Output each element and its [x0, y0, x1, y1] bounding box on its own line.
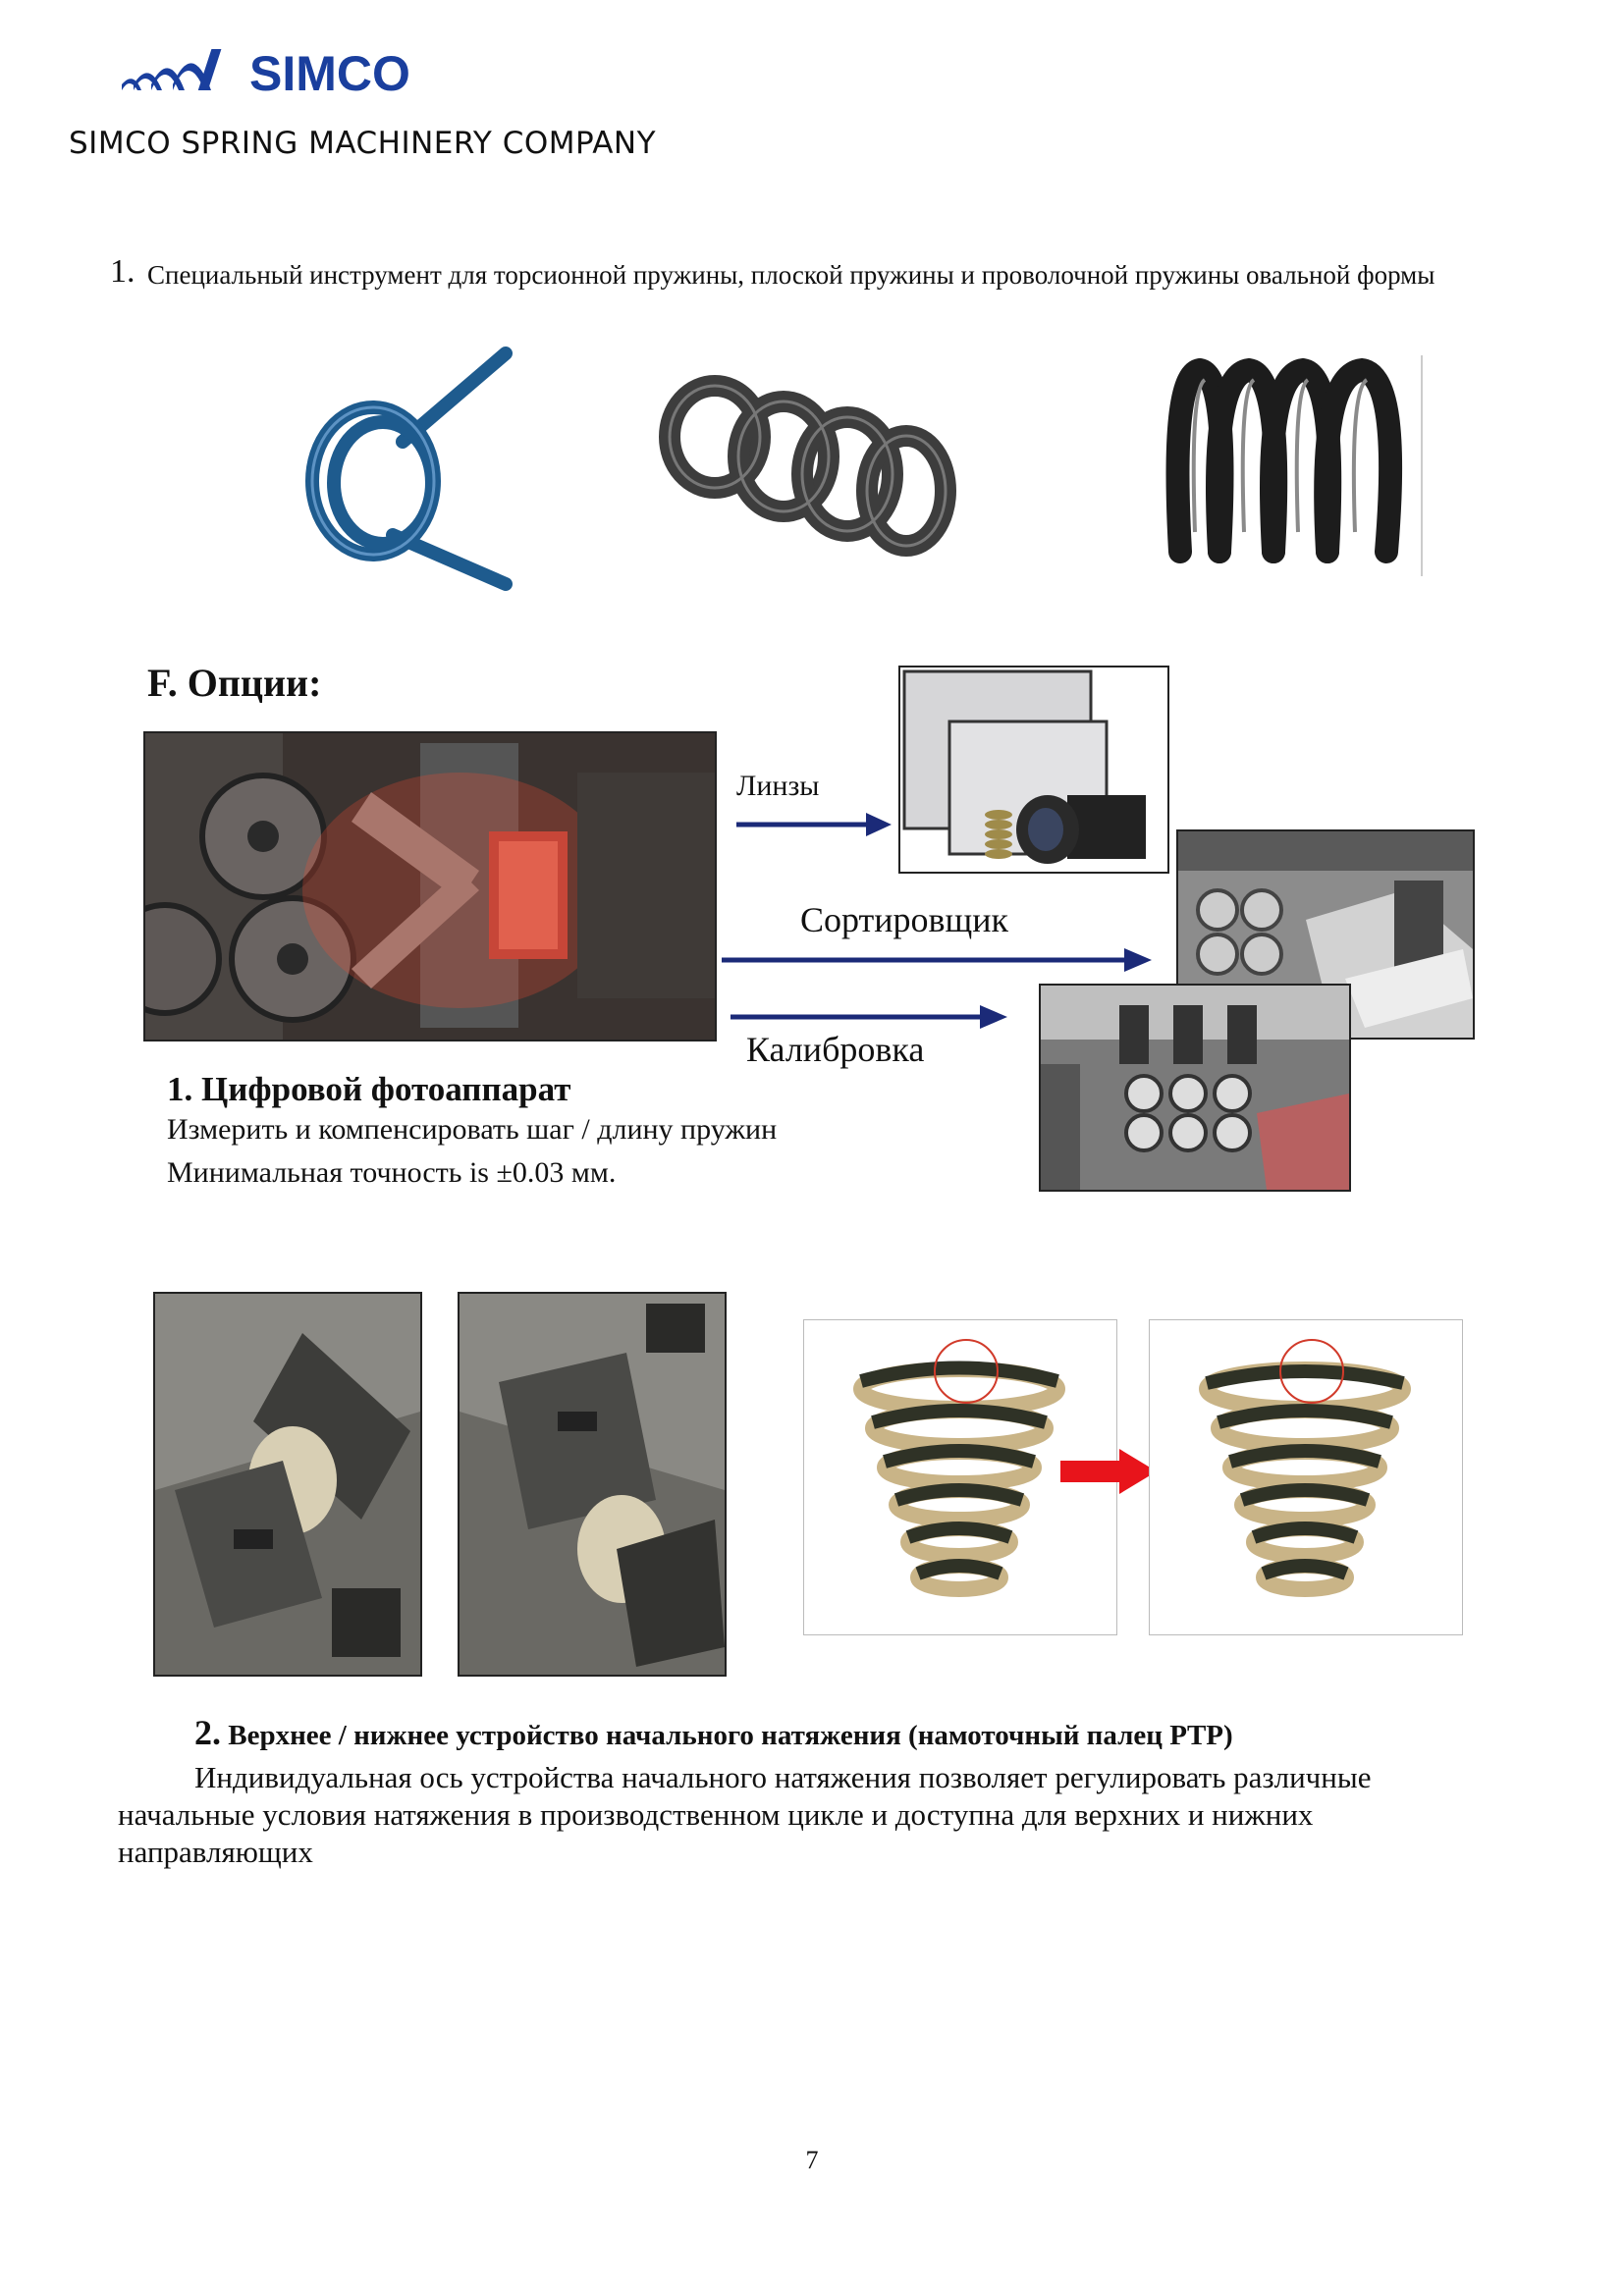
lens-photo: [898, 666, 1169, 874]
oval-wire-spring-image: [1161, 355, 1426, 576]
company-name: SIMCO SPRING MACHINERY COMPANY: [69, 126, 657, 161]
red-arrow-icon: [1060, 1447, 1159, 1496]
ptp-title-row: [194, 1712, 1233, 1753]
spring-after-image: [1149, 1319, 1463, 1635]
logo-text: SIMCO: [249, 46, 410, 100]
camera-line-1: Измерить и компенсировать шаг / длину пружин: [167, 1113, 778, 1146]
ptp-photo-left: [153, 1292, 422, 1677]
ptp-body: Индивидуальная ось устройства начального натяжения позволяет регулировать различные начальные условия натяжения в производственном цикле и доступна для верхних и нижних направляющих: [118, 1760, 1372, 1869]
sorter-arrow: [722, 942, 1154, 978]
page-number: 7: [805, 2146, 819, 2174]
item1-text: Специальный инструмент для торсионной пружины, плоской пружины и проволочной пружины овальной формы: [147, 260, 1435, 290]
lens-arrow: [736, 807, 893, 842]
ptp-photo-right: [458, 1292, 727, 1677]
lens-label: Линзы: [736, 770, 820, 802]
ptp-title: Верхнее / нижнее устройство начального натяжения (намоточный палец PTP): [228, 1720, 1233, 1751]
ptp-number: 2.: [194, 1713, 221, 1752]
torsion-spring-image: [295, 344, 520, 599]
flat-spring-image: [656, 368, 960, 564]
camera-title: 1. Цифровой фотоаппарат: [167, 1070, 571, 1108]
camera-machine-photo: [143, 731, 717, 1041]
item1-number: 1.: [110, 253, 135, 290]
options-section-title: F. Опции:: [147, 661, 322, 705]
calibration-photo: [1039, 984, 1351, 1192]
camera-line-2: Минимальная точность is ±0.03 мм.: [167, 1156, 617, 1189]
simco-logo: [120, 41, 444, 100]
calibration-label: Калибровка: [746, 1030, 925, 1069]
sorter-label: Сортировщик: [800, 900, 1009, 939]
